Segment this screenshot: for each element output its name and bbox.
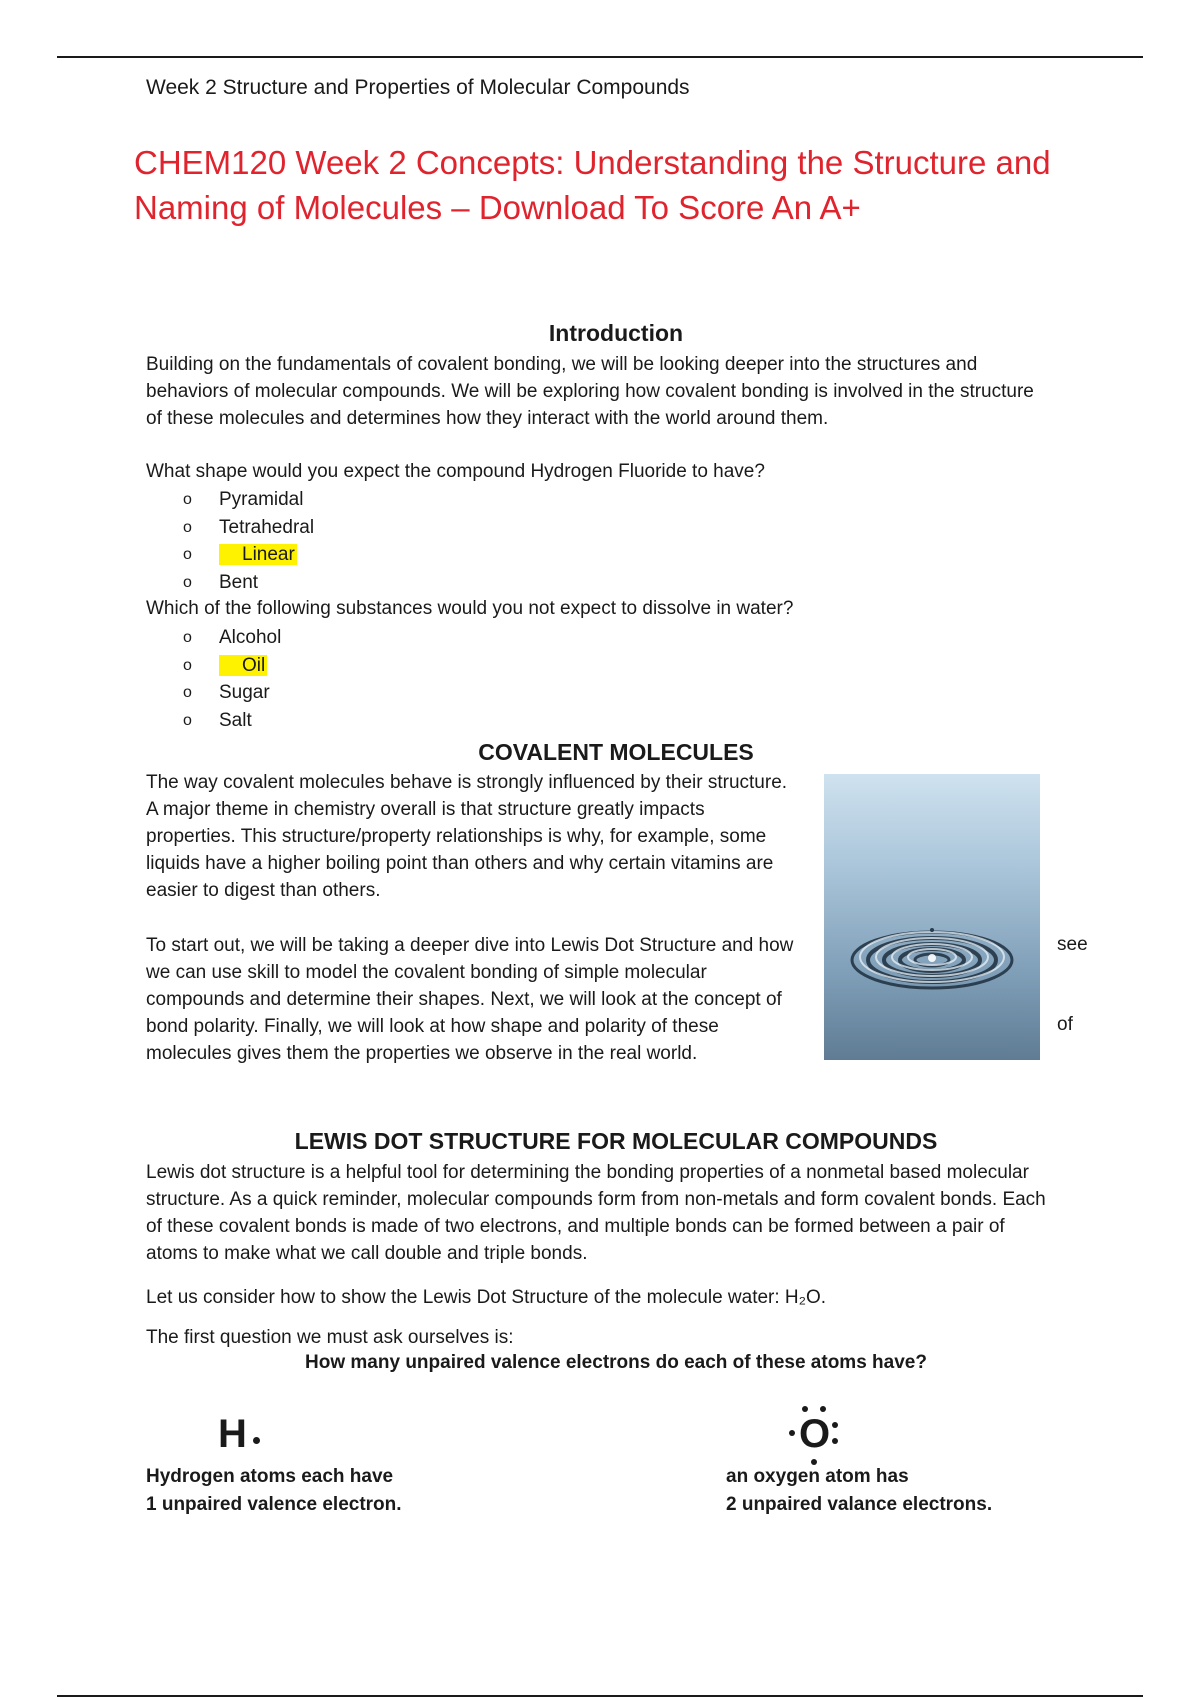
side-word-see: see	[1057, 934, 1088, 955]
hydrogen-caption-line-1: Hydrogen atoms each have	[146, 1466, 394, 1487]
electron-dot-icon	[802, 1406, 808, 1412]
lewis-paragraph-3: The first question we must ask ourselves is:	[146, 1327, 514, 1348]
hydrogen-caption-line-2: 1 unpaired valence electron.	[146, 1494, 402, 1515]
ripple-graphic	[824, 774, 1040, 1060]
quiz-question-2: Which of the following substances would you not expect to dissolve in water?	[146, 598, 794, 619]
lewis-heading: LEWIS DOT STRUCTURE FOR MOLECULAR COMPOUNDS	[294, 1128, 938, 1154]
quiz-option-selected[interactable]: o Oil	[146, 652, 546, 680]
electron-dot-icon	[789, 1430, 795, 1436]
top-rule	[57, 56, 1143, 58]
covalent-heading: COVALENT MOLECULES	[478, 739, 754, 765]
intro-paragraph: Building on the fundamentals of covalent bonding, we will be looking deeper into the structures and behaviors of molecular compounds. We will be exploring how covalent bonding is involved in the structure of these molecules and determines how they interact with the world around them.	[146, 354, 1034, 429]
quiz-option[interactable]: o Pyramidal	[146, 486, 546, 514]
water-ripple-image	[824, 774, 1040, 1060]
electron-dot-icon	[832, 1438, 838, 1444]
electron-dot-icon	[820, 1406, 826, 1412]
covalent-paragraph-1: The way covalent molecules behave is strongly influenced by their structure. A major theme in chemistry overall is that structure greatly impacts properties. This structure/property relationships is why, for example, some liquids have a higher boiling point than others and why certain vitamins are easier to digest than others.	[146, 772, 788, 901]
lewis-paragraph-1: Lewis dot structure is a helpful tool for determining the bonding properties of a nonmetal based molecular structure. As a quick reminder, molecular compounds form from non-metals and form covalent bonds. Each of these covalent bonds is made of two electrons, and multiple bonds can be formed between a pair of atoms to make what we call double and triple bonds.	[146, 1162, 1046, 1264]
electron-dot-icon	[832, 1422, 838, 1428]
oxygen-caption-line-2: 2 unpaired valance electrons.	[726, 1494, 993, 1515]
hydrogen-symbol: H	[218, 1412, 247, 1456]
quiz-options-2	[146, 624, 546, 734]
quiz-option[interactable]: o Bent	[146, 569, 546, 597]
electron-dot-icon	[253, 1437, 260, 1444]
intro-heading: Introduction	[548, 320, 684, 346]
oxygen-caption-line-1: an oxygen atom has	[726, 1466, 909, 1487]
quiz-option[interactable]: o Tetrahedral	[146, 514, 546, 542]
page-title: CHEM120 Week 2 Concepts: Understanding the Structure and Naming of Molecules – Download To Score An A+	[134, 144, 1051, 226]
quiz-option[interactable]: o Salt	[146, 707, 546, 735]
quiz-option[interactable]: o Alcohol	[146, 624, 546, 652]
oxygen-symbol: O	[799, 1412, 831, 1456]
document-header: Week 2 Structure and Properties of Molecular Compounds	[146, 76, 690, 99]
lewis-question: How many unpaired valence electrons do each of these atoms have?	[305, 1352, 927, 1373]
side-word-of: of	[1057, 1014, 1073, 1035]
lewis-paragraph-2: Let us consider how to show the Lewis Dot Structure of the molecule water: H₂O.	[146, 1287, 827, 1308]
quiz-question-1: What shape would you expect the compound Hydrogen Fluoride to have?	[146, 461, 765, 482]
covalent-paragraph-2: To start out, we will be taking a deeper dive into Lewis Dot Structure and how we can use skill to model the covalent bonding of simple molecular compounds and determine their shapes. Next, we will look at the concept of bond polarity. Finally, we will look at how shape and polarity of these molecules gives them the properties we observe in the real world.	[146, 935, 794, 1064]
quiz-option-selected[interactable]: o Linear	[146, 541, 546, 569]
quiz-options-1	[146, 486, 546, 596]
quiz-option[interactable]: o Sugar	[146, 679, 546, 707]
bottom-rule	[57, 1695, 1143, 1697]
